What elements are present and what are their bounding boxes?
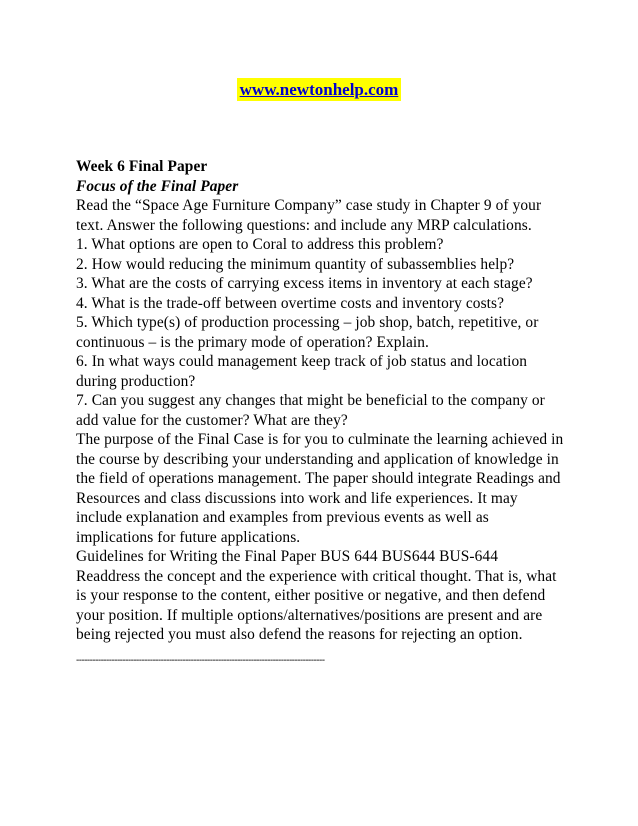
intro-paragraph: Read the “Space Age Furniture Company” case study in Chapter 9 of your text. Answer the following questions: and include any MRP calculations.	[76, 197, 542, 234]
dashed-separator: -------------------------------------------------------------------------------------------	[76, 654, 325, 666]
guidelines-heading: Guidelines for Writing the Final Paper BUS 644 BUS644 BUS-644	[76, 548, 499, 565]
question-item: 3. What are the costs of carrying excess items in inventory at each stage?	[76, 275, 533, 292]
document-title: Week 6 Final Paper	[76, 158, 208, 175]
header-link-line	[0, 78, 638, 101]
questions-list	[76, 235, 566, 430]
readdress-paragraph: Readdress the concept and the experience with critical thought. That is, what is your response to the content, either positive or negative, and then defend your position. If multiple options/alternatives/positions are present and are being rejected you must also defend the reasons for rejecting an option.	[76, 567, 557, 643]
question-item: 7. Can you suggest any changes that might be beneficial to the company or add value for the customer? What are they?	[76, 392, 545, 429]
newtonhelp-link[interactable]: www.newtonhelp.com	[237, 78, 402, 101]
question-item: 5. Which type(s) of production processing – job shop, batch, repetitive, or continuous – is the primary mode of operation? Explain.	[76, 314, 539, 351]
question-item: 1. What options are open to Coral to address this problem?	[76, 236, 444, 253]
document-body	[76, 157, 566, 667]
question-item: 4. What is the trade-off between overtime costs and inventory costs?	[76, 294, 505, 312]
document-subtitle: Focus of the Final Paper	[76, 177, 239, 195]
question-item: 2. How would reducing the minimum quantity of subassemblies help?	[76, 255, 515, 273]
purpose-paragraph: The purpose of the Final Case is for you to culminate the learning achieved in the course by describing your understanding and application of knowledge in the field of operations management. The paper should integrate Readings and Resources and class discussions into work and life experiences. It may include explanation and examples from previous events as well as implications for future applications.	[76, 431, 564, 546]
question-item: 6. In what ways could management keep track of job status and location during production?	[76, 353, 528, 390]
